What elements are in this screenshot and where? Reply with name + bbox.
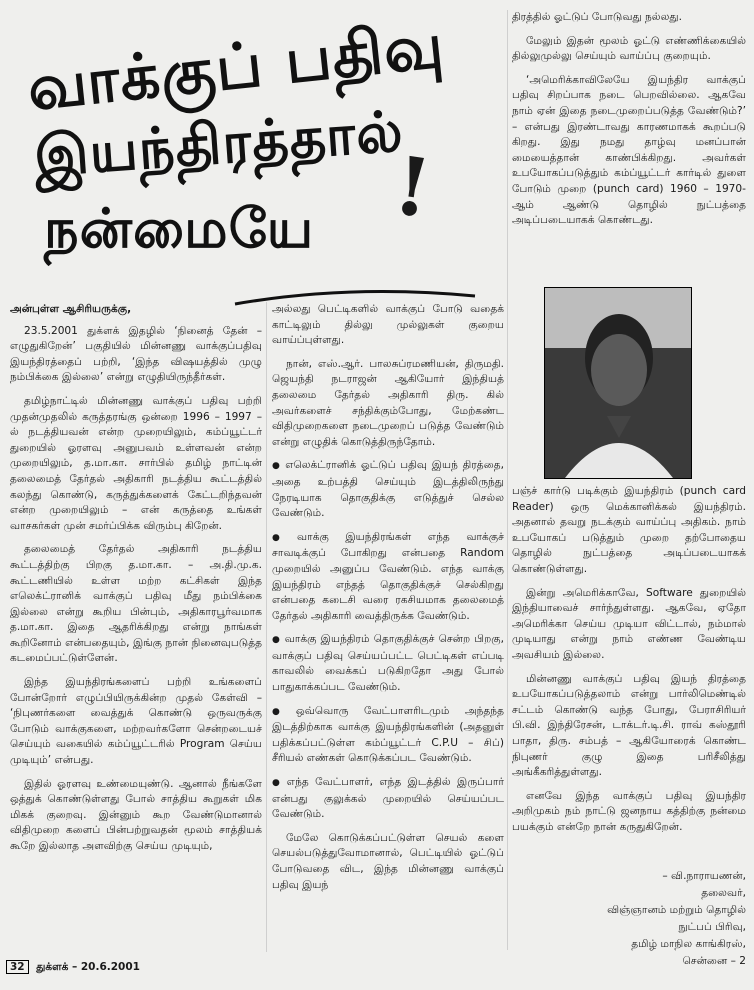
- signature-block: [512, 868, 746, 970]
- paragraph: மின்னணு வாக்குப் பதிவு இயந் திரத்தை உபயோகப்படுத்தலாம் என்று பார்லிமெண்டில் சட்டம் கொண்டு வந்த போது, பேராசிரியர் பி.வி. இந்திரேசன், டாக்டர்.டி.சி. ராவ் கஸ்தூரி பாதா, திரு. சம்பத் – ஆகியோரைக் கொண்ட நிபுணர் குழு இதை பரிசீலித்து அங்கீகரித்துள்ளது.: [512, 672, 746, 779]
- paragraph: இந்த இயந்திரங்களைப் பற்றி உங்களைப் போன்றோர் எழுப்பியிருக்கின்ற முதல் கேள்வி – ‘நிபுணர்களை வைத்துக் கொண்டு ஒருவருக்கு போடும் வாக்குகளை, மற்றவர்களோ சென்றடையச் செய்யும் வகையில் கம்ப்யூட்டரில் Program செய்ய முடியும்’ என்பது.: [10, 676, 262, 767]
- headline-line-2: இயந்திரத்தால்: [32, 98, 406, 190]
- paragraph: ‘அமெரிக்காவிலேயே இயந்திர வாக்குப் பதிவு சிறப்பாக நடை பெறவில்லை. ஆகவே நாம் ஏன் இதை நடைமுறைப்படுத்த வேண்டும்?’ – என்பது இரண்டாவது காரணமாகக் கூறப்படு கிறது. இது நமது தாழ்வு மனப்பான் மையைத்தான் காண்பிக்கிறது. அவர்கள் உபயோகப்படுத்தும் கம்ப்யூட்டர் கார்டில் துளை போடும் முறை (punch card) 1960 – 1970-ஆம் ஆண்டு தொழில் நுட்பத்தை அடிப்படையாகக் கொண்டது.: [512, 73, 746, 227]
- signature-name: – வி.நாராயணன்,: [662, 870, 746, 882]
- paragraph: நான், எஸ்.ஆர். பாலசுப்ரமணியன், திருமதி. ஜெயந்தி நடராஜன் ஆகியோர் இந்தியத் தலைமை தேர்தல் அதிகாரி திரு. கில் அவர்களைச் சந்திக்கும்போது, மேற்கண்ட விதிமுறைகளை நடைமுறைப் படுத்த வேண்டும் என்று எழுதிக் கொடுத்திருந்தோம்.: [272, 357, 504, 448]
- paragraph: தலைமைத் தேர்தல் அதிகாரி நடத்திய கூட்டத்திற்கு பிறகு த.மா.கா. – அ.தி.மு.க. கூட்டணியில் உள்ள மற்ற கட்சிகள் இந்த எலெக்ட்ரானிக் வாக்குப் பதிவு மீது நம்பிக்கை இல்லை என்று கூறிய பின்பும், அதிகாரபூர்வமாக த.மா.கா. இதை ஆதரிக்கிறது என்று நாங்கள் கூறினோம் என்பதையும், இங்கு நான் நினைவுபடுத்த கடமைப்பட்டுள்ளேன்.: [10, 543, 262, 665]
- author-photo: [544, 287, 692, 479]
- column-1: [10, 302, 262, 863]
- bullet-item: ● ஒவ்வொரு வேட்பாளரிடமும் அந்தந்த இடத்திற்காக வாக்கு இயந்திரங்களின் (அதனுள் பதிக்கப்பட்டுள்ள கம்ப்யூட்டர் C.P.U – சிப்) சீரியல் எண்கள் கொடுக்கப்பட வேண்டும்.: [272, 704, 504, 767]
- column-2: [272, 302, 504, 901]
- column-3-top: [512, 10, 746, 237]
- page-number: 32: [6, 960, 29, 974]
- paragraph: 23.5.2001 துக்ளக் இதழில் ‘நினைத் தேன் – எழுதுகிறேன்’ பகுதியில் மின்னணு வாக்குப்பதிவு இயந்திரத்தைப் பற்றி, ‘இந்த விஷயத்தில் முழு நம்பிக்கை இல்லை’ என்று எழுதியிருந்தீர்கள்.: [10, 324, 262, 384]
- paragraph: எனவே இந்த வாக்குப் பதிவு இயந்திர அறிமுகம் நம் நாட்டு ஜனநாய கத்திற்கு நன்மை பயக்கும் என்றே நான் கருதுகிறேன்.: [512, 789, 746, 833]
- paragraph: இதில் ஓரளவு உண்மையுண்டு. ஆனால் நீங்களே ஒத்துக் கொண்டுள்ளது போல் சாத்திய கூறுகள் மிக மிகக் குறைவு. இன்னும் கூற வேண்டுமானால் விதிமுறை களைப் பின்பற்றுவதன் மூலம் சாத்தியக் கூறே இல்லாத அளவிற்கு செய்ய முடியும்,: [10, 777, 262, 852]
- paragraph: இன்று அமெரிக்காவே, Software துறையில் இந்தியாவைச் சார்ந்துள்ளது. ஆகவே, ஏதோ அமெரிக்கா செய்ய முடியா விட்டால், நம்மால் முடியாது என்று நாம் எண்ண வேண்டிய அவசியம் இல்லை.: [512, 586, 746, 661]
- page-footer: [6, 960, 140, 974]
- headline-line-3: நன்மையே: [44, 196, 315, 260]
- signature-line: விஞ்ஞானம் மற்றும் தொழில்: [607, 904, 746, 916]
- paragraph: திரத்தில் ஓட்டுப் போடுவது நல்லது.: [512, 11, 682, 23]
- signature-line: சென்னை – 2: [682, 955, 746, 967]
- paragraph: மேலும் இதன் மூலம் ஓட்டு எண்ணிக்கையில் தில்லுமுல்லு செய்யும் வாய்ப்பு குறையும்.: [512, 34, 746, 63]
- bullet-item: ● எலெக்ட்ரானிக் ஓட்டுப் பதிவு இயந் திரத்தை, அதை உற்பத்தி செய்யும் இடத்திலிருந்து நேரடியாக தொகுதிக்கு எடுத்துச் செல்ல வேண்டும்.: [272, 458, 504, 521]
- column-divider: [266, 302, 267, 952]
- greeting: அன்புள்ள ஆசிரியருக்கு,: [10, 303, 132, 315]
- headline-exclamation: !: [388, 138, 437, 236]
- bullet-item: ● எந்த வேட்பாளர், எந்த இடத்தில் இருப்பார் என்பது குலுக்கல் முறையில் செய்யப்பட வேண்டும்.: [272, 775, 504, 823]
- column-divider: [507, 10, 508, 950]
- masthead: துக்ளக் – 20.6.2001: [36, 961, 140, 973]
- signature-line: தமிழ் மாநில காங்கிரஸ்,: [631, 938, 746, 950]
- headline-line-1: வாக்குப் பதிவு: [24, 8, 448, 125]
- signature-line: நுட்பப் பிரிவு,: [678, 921, 746, 933]
- column-3: [512, 484, 746, 843]
- signature-line: தலைவர்,: [701, 887, 746, 899]
- paragraph: பஞ்ச் கார்டு படிக்கும் இயந்திரம் (punch card Reader) ஒரு மெக்கானிக்கல் இயந்திரம். அதனால் தவறு நடக்கும் வாய்ப்பு அதிகம். நாம் உபயோகப் படுத்தும் முறை தற்போதைய தொழில் நுட்பத்தை அடிப்படையாகக் கொண்டுள்ளது.: [512, 485, 746, 575]
- bullet-item: ● வாக்கு இயந்திரங்கள் எந்த வாக்குச் சாவடிக்குப் போகிறது என்பதை Random முறையில் அனுப்ப வேண்டும். எந்த வாக்கு இயந்திரம் எந்தத் தொகுதிக்குச் செல்கிறது என்பதை கடைசி வரை ரகசியமாக தலைமைத் தேர்தல் அதிகாரி வைத்திருக்க வேண்டும்.: [272, 530, 504, 625]
- paragraph: தமிழ்நாட்டில் மின்னணு வாக்குப் பதிவு பற்றி முதன்முதலில் கருத்தரங்கு ஒன்றை 1996 – 1997 – ல் நடத்தியவன் என்ற முறையிலும், கம்ப்யூட்டர் துறையில் ஓரளவு அனுபவம் உள்ளவன் என்ற முறையிலும், த.மா.கா. சார்பில் தமிழ் நாட்டின் தலைமைத் தேர்தல் அதிகாரி நடத்திய கூட்டத்தில் கலந்து கொண்டு, கருத்துக்களைக் கேட்டறிந்தவன் என்ற முறையிலும் – என் கருத்தை உங்கள் வாசகர்கள் முன் சமர்ப்பிக்க விரும்பு கிறேன்.: [10, 394, 262, 532]
- paragraph: மேலே கொடுக்கப்பட்டுள்ள செயல் களை செயல்படுத்துவோமானால், பெட்டியில் ஓட்டுப் போடுவதை விட, இந்த மின்னணு வாக்குப் பதிவு இயந்: [272, 831, 504, 891]
- paragraph: அல்லது பெட்டிகளில் வாக்குப் போடு வதைக் காட்டிலும் தில்லு முல்லுகள் குறைய வாய்ப்புள்ளது.: [272, 303, 504, 347]
- bullet-item: ● வாக்கு இயந்திரம் தொகுதிக்குச் சென்ற பிறகு, வாக்குப் பதிவு செய்யப்பட்ட பெட்டிகள் எப்படி காவலில் வைக்கப் படுகிறதோ அது போல் பாதுகாக்கப்பட வேண்டும்.: [272, 632, 504, 695]
